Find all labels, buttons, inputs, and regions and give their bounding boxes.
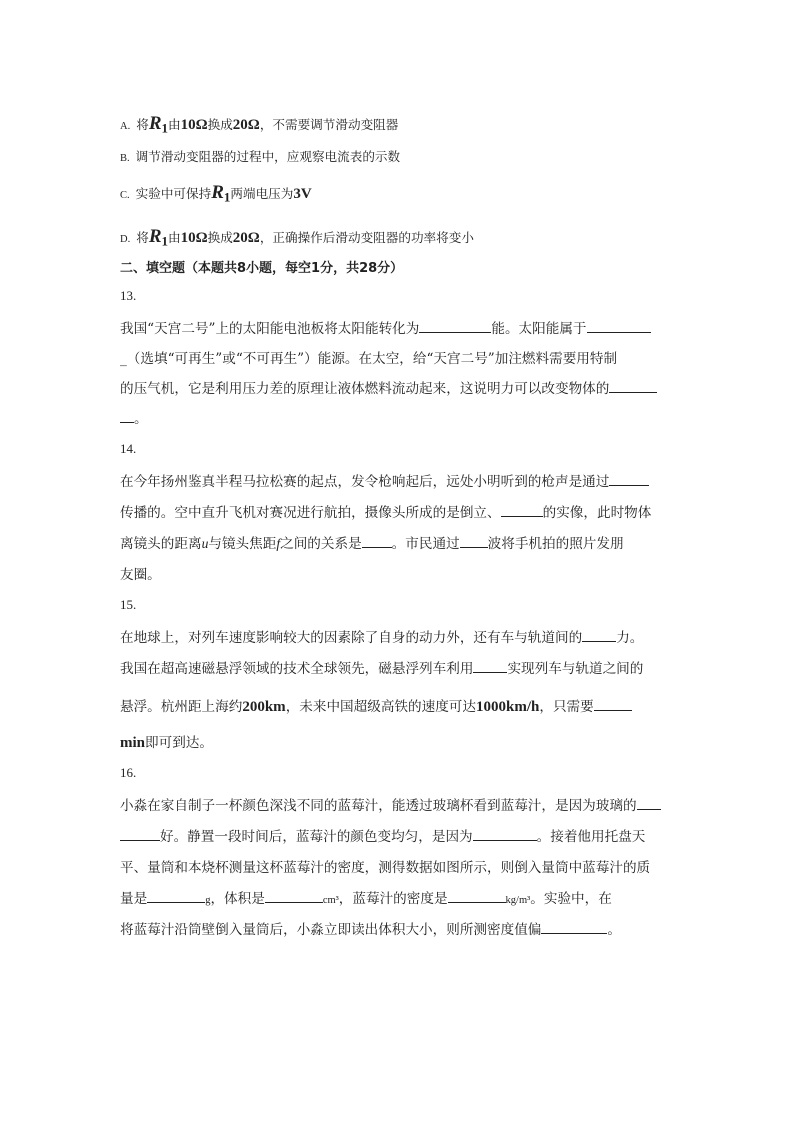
q14-line-3: 离镜头的距离u与镜头焦距f之间的关系是 。市民通过 波将手机拍的照片发朋: [120, 536, 624, 552]
q16-line-3: 平、量筒和本烧杯测量这杯蓝莓汁的密度，测得数据如图所示，则倒入量筒中蓝莓汁的质: [120, 860, 651, 876]
question-number: 13.: [120, 288, 137, 303]
voltage-value: 3V: [293, 186, 312, 202]
answer-blank[interactable]: [609, 472, 649, 486]
section-title: 二、填空题（本题共8小题，每空1分，共28分）: [120, 261, 404, 276]
speed-value: 1000km/h: [476, 699, 540, 715]
q13-line-4: 。: [120, 407, 148, 427]
resistance-value: 20Ω: [232, 230, 260, 246]
answer-blank[interactable]: [362, 534, 392, 548]
q13-line-1: 我国“天宫二号”上的太阳能电池板将太阳能转化为 能。太阳能属于: [120, 317, 651, 337]
option-label: B.: [120, 153, 130, 164]
distance-value: 200km: [242, 699, 286, 715]
time-unit: min: [120, 735, 146, 751]
option-label: C.: [120, 190, 130, 201]
question-number: 15.: [120, 597, 137, 612]
resistor-symbol: R: [148, 113, 162, 134]
option-d: D. 将$R_1$由10Ω换成20Ω，正确操作后滑动变阻器的功率将变小: [120, 226, 474, 249]
q15-line-4: min即可到达。: [120, 735, 213, 751]
option-b: B. 调节滑动变阻器的过程中，应观察电流表的示数: [120, 149, 401, 164]
question-number: 14.: [120, 441, 137, 456]
answer-blank[interactable]: [265, 889, 323, 903]
answer-blank[interactable]: [594, 697, 632, 711]
q14-line-4: 友圈。: [120, 567, 161, 583]
option-label: A.: [120, 121, 131, 132]
answer-blank[interactable]: [501, 503, 543, 517]
answer-blank[interactable]: [460, 534, 488, 548]
answer-blank[interactable]: [637, 796, 661, 810]
answer-blank[interactable]: [473, 827, 537, 841]
q15-line-1: 在地球上，对列车速度影响较大的因素除了自身的动力外，还有车与轨道间的 力。: [120, 630, 644, 646]
answer-blank[interactable]: [448, 889, 506, 903]
option-a: A. 将$R_1$由10Ω换成20Ω，不需要调节滑动变阻器: [120, 113, 399, 136]
answer-blank[interactable]: [120, 827, 160, 841]
q15-line-3: 悬浮。杭州距上海约200km，未来中国超级高铁的速度可达1000km/h，只需要: [120, 695, 632, 716]
answer-blank[interactable]: [419, 319, 491, 333]
question-number: 16.: [120, 765, 137, 780]
answer-blank[interactable]: [587, 319, 651, 333]
answer-blank[interactable]: [582, 628, 616, 642]
q13-line-2: _（选填“可再生”或“不可再生”）能源。在太空，给“天宫二号”加注燃料需要用特制: [120, 351, 618, 367]
q16-line-2: 好。静置一段时间后，蓝莓汁的颜色变均匀，是因为 。接着他用托盘天: [120, 825, 645, 845]
q14-line-1: 在今年扬州鉴真半程马拉松赛的起点，发令枪响起后，远处小明听到的枪声是通过: [120, 470, 649, 490]
q16-line-1: 小淼在家自制子一杯颜色深浅不同的蓝莓汁，能透过玻璃杯看到蓝莓汁，是因为玻璃的: [120, 794, 661, 814]
q15-line-2: 我国在超高速磁悬浮领域的技术全球领先，磁悬浮列车利用 实现列车与轨道之间的: [120, 661, 644, 677]
answer-blank[interactable]: [120, 409, 134, 423]
answer-blank[interactable]: [473, 659, 507, 673]
option-label: D.: [120, 234, 131, 245]
q13-line-3: 的压气机，它是利用压力差的原理让液体燃料流动起来，这说明力可以改变物体的: [120, 377, 657, 397]
resistance-value: 10Ω: [180, 117, 208, 133]
q14-line-2: 传播的。空中直升飞机对赛况进行航拍，摄像头所成的是倒立、 的实像，此时物体: [120, 505, 652, 521]
answer-blank[interactable]: [609, 379, 657, 393]
resistor-symbol: R: [148, 226, 162, 247]
q16-line-5: 将蓝莓汁沿筒壁倒入量筒后，小淼立即读出体积大小，则所测密度值偏 。: [120, 922, 621, 938]
resistor-symbol: R: [211, 182, 224, 203]
resistance-value: 20Ω: [232, 117, 260, 133]
q16-line-4: 量是 g，体积是 cm³，蓝莓汁的密度是 kg/m³。实验中，在: [120, 891, 612, 907]
option-c: C. 实验中可保持$R_1$两端电压为3V: [120, 182, 312, 205]
answer-blank[interactable]: [541, 920, 607, 934]
resistance-value: 10Ω: [180, 230, 208, 246]
answer-blank[interactable]: [147, 889, 205, 903]
